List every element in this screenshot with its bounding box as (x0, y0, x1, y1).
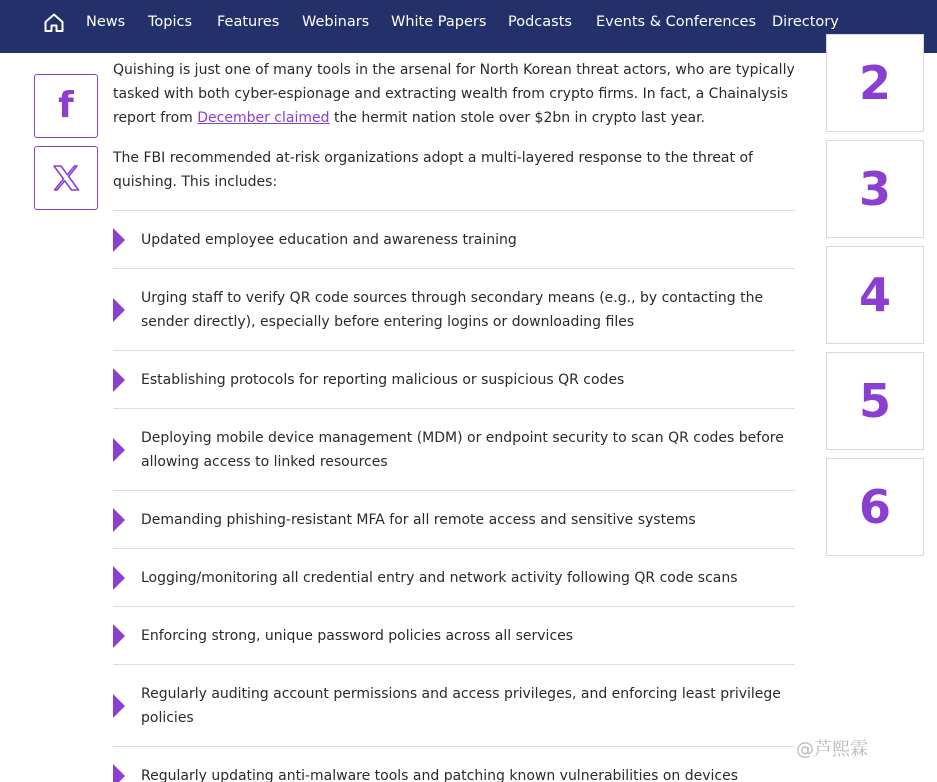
december-claimed-link[interactable]: December claimed (197, 110, 330, 126)
recommendation-list (113, 210, 795, 782)
sidebar-number-box[interactable]: 5 (826, 352, 924, 450)
triangle-bullet-icon (113, 298, 125, 322)
list-item: Updated employee education and awareness training (113, 210, 795, 268)
list-item: Deploying mobile device management (MDM) or endpoint security to scan QR codes before allowing access to linked resources (113, 408, 795, 490)
sidebar-number-box[interactable]: 2 (826, 34, 924, 132)
sidebar-number-box[interactable]: 3 (826, 140, 924, 238)
nav-item-directory[interactable]: Directory (772, 14, 839, 30)
list-item: Regularly updating anti-malware tools and patching known vulnerabilities on devices (113, 746, 795, 782)
facebook-share-button[interactable] (34, 74, 98, 138)
list-item: Enforcing strong, unique password policies across all services (113, 606, 795, 664)
nav-item-topics[interactable]: Topics (148, 14, 193, 30)
triangle-bullet-icon (113, 566, 125, 590)
sidebar-number-box[interactable]: 6 (826, 458, 924, 556)
nav-item-news[interactable]: News (86, 14, 126, 30)
sidebar-number-box[interactable]: 4 (826, 246, 924, 344)
nav-item-podcasts[interactable]: Podcasts (508, 14, 572, 30)
list-item: Regularly auditing account permissions and access privileges, and enforcing least privilege policies (113, 664, 795, 746)
triangle-bullet-icon (113, 438, 125, 462)
list-item: Establishing protocols for reporting malicious or suspicious QR codes (113, 350, 795, 408)
nav-item-webinars[interactable]: Webinars (302, 14, 370, 30)
nav-item-white-papers[interactable]: White Papers (391, 14, 487, 30)
x-icon (50, 162, 82, 194)
facebook-icon: f (58, 85, 74, 126)
list-item: Urging staff to verify QR code sources through secondary means (e.g., by contacting the sender directly), especially before entering logins or downloading files (113, 268, 795, 350)
article-body (113, 58, 795, 194)
nav-item-features[interactable]: Features (217, 14, 280, 30)
home-icon[interactable] (42, 11, 66, 35)
top-navigation (0, 0, 937, 53)
article-paragraph: The FBI recommended at-risk organizations adopt a multi-layered response to the threat of quishing. This includes: (113, 150, 753, 190)
nav-item-events-conferences[interactable]: Events & Conferences (596, 14, 757, 30)
triangle-bullet-icon (113, 508, 125, 532)
x-share-button[interactable] (34, 146, 98, 210)
list-item: Logging/monitoring all credential entry and network activity following QR code scans (113, 548, 795, 606)
article-paragraph: Quishing is just one of many tools in the arsenal for North Korean threat actors, who are typically tasked with both cyber-espionage and extracting wealth from crypto firms. In fact, a Chainalysis report from December claimed the hermit nation stole over $2bn in crypto last year. (113, 62, 795, 126)
list-item: Demanding phishing-resistant MFA for all remote access and sensitive systems (113, 490, 795, 548)
triangle-bullet-icon (113, 624, 125, 648)
triangle-bullet-icon (113, 228, 125, 252)
triangle-bullet-icon (113, 368, 125, 392)
triangle-bullet-icon (113, 694, 125, 718)
watermark: @芦熙霖 (796, 739, 868, 760)
triangle-bullet-icon (113, 764, 125, 782)
